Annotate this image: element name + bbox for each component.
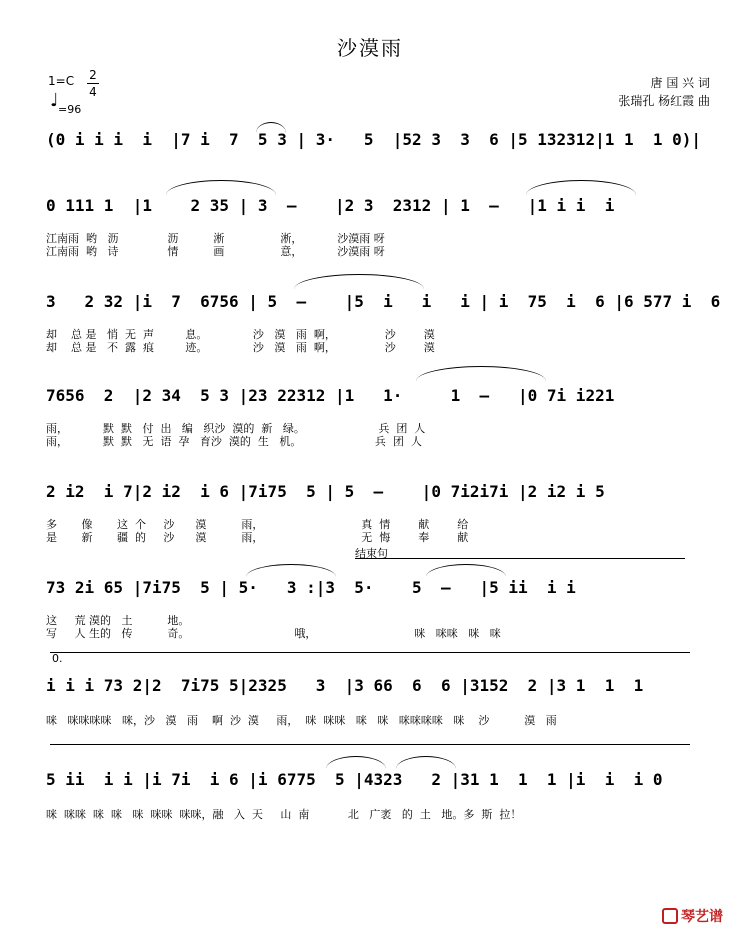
lyrics-verse-2: 雨， 默 默 无 语 孕 育沙 漠的 生 机。 兵 团 人 bbox=[46, 435, 422, 448]
notation-line: 73 2i 65 |7i75 5 | 5· 3 :|3 5· 5 – |5 ii i i bbox=[46, 578, 576, 597]
notation-line: 0 111 1 |1 2 35 | 3 – |2 3 2312 | 1 – |1 i i i bbox=[46, 196, 634, 215]
tempo-marking: =96 bbox=[58, 103, 82, 116]
watermark-logo bbox=[662, 905, 732, 927]
volta-bracket bbox=[50, 744, 690, 745]
lyrics-verse-2: 却 总 是 不 露 痕 迹。 沙 漠 雨 啊， 沙 漠 bbox=[46, 341, 435, 354]
logo-icon bbox=[662, 908, 678, 924]
ending-bracket bbox=[355, 558, 685, 559]
quarter-note-icon: ♩ bbox=[50, 90, 59, 111]
slur-mark bbox=[416, 366, 546, 381]
lyrics-verse-1: 这 荒 漠的 土 地。 bbox=[46, 614, 190, 627]
slur-mark bbox=[326, 756, 386, 769]
slur-mark bbox=[526, 180, 636, 195]
notation-line: 7656 2 |2 34 5 3 |23 22312 |1 1· 1 – |0 7i i221 bbox=[46, 386, 615, 405]
notation-line: i i i 73 2|2 7i75 5|2325 3 |3 66 6 6 |3152 2 |3 1 1 1 bbox=[46, 676, 644, 695]
notation-line: 5 ii i i |i 7i i 6 |i 6775 5 |4323 2 |31 1 1 1 |i i i 0 bbox=[46, 770, 663, 789]
lyrics-verse-1: 多 像 这 个 沙 漠 雨， 真 情 献 给 bbox=[46, 518, 469, 531]
time-sig-top: 2 bbox=[89, 68, 97, 82]
notation-line: 3 2 32 |i 7 6756 | 5 – |5 i i i | i 75 i 6 |6 577 i 6 bbox=[46, 292, 721, 311]
lyrics-verse-2: 写 人 生的 传 奇。 哦， 咪 咪咪 咪 咪 bbox=[46, 627, 501, 640]
lyrics-verse-2: 是 新 疆 的 沙 漠 雨， 无 悔 奉 献 bbox=[46, 531, 469, 544]
volta-marker: 0. bbox=[52, 652, 63, 665]
slur-mark bbox=[294, 274, 424, 289]
volta-bracket bbox=[50, 652, 690, 653]
ending-phrase-label: 结束句 bbox=[355, 547, 388, 560]
time-sig-divider bbox=[87, 83, 99, 84]
slur-mark bbox=[426, 564, 506, 577]
lyricist-credit: 唐 国 兴 词 bbox=[650, 76, 710, 90]
song-title: 沙漠雨 bbox=[337, 36, 403, 60]
notation-line: (0 i i i i |7 i 7 5 3 | 3· 5 |52 3 3 6 |5 132312|1 1 1 0)| bbox=[46, 130, 702, 149]
lyrics-verse-1: 江南雨 哟 沥 沥 淅 淅， 沙漠雨 呀 bbox=[46, 232, 385, 245]
watermark-text: 琴艺谱 bbox=[681, 909, 723, 925]
slur-mark bbox=[256, 122, 286, 133]
slur-mark bbox=[396, 756, 456, 769]
lyrics-verse-1: 咪 咪咪咪咪 咪，沙 漠 雨 啊 沙 漠 雨， 咪 咪咪 咪 咪 咪咪咪咪 咪 沙 漠 雨 bbox=[46, 714, 557, 727]
slur-mark bbox=[246, 564, 336, 577]
time-sig-bottom: 4 bbox=[89, 85, 97, 99]
lyrics-verse-1: 雨， 默 默 付 出 编 织沙 漠的 新 绿。 兵 团 人 bbox=[46, 422, 426, 435]
lyrics-verse-1: 却 总 是 悄 无 声 息。 沙 漠 雨 啊， 沙 漠 bbox=[46, 328, 435, 341]
slur-mark bbox=[166, 180, 276, 195]
composer-credit: 张瑞孔 杨红霞 曲 bbox=[618, 94, 710, 108]
lyrics-verse-2: 江南雨 哟 诗 情 画 意， 沙漠雨 呀 bbox=[46, 245, 385, 258]
time-signature bbox=[87, 68, 99, 99]
lyrics-verse-1: 咪 咪咪 咪 咪 咪 咪咪 咪咪，融 入 天 山 南 北 广袤 的 土 地。多 斯 拉！ bbox=[46, 808, 522, 821]
key-signature: 1=C bbox=[48, 74, 75, 88]
notation-line: 2 i2 i 7|2 i2 i 6 |7i75 5 | 5 – |0 7i2i7i |2 i2 i 5 bbox=[46, 482, 605, 501]
